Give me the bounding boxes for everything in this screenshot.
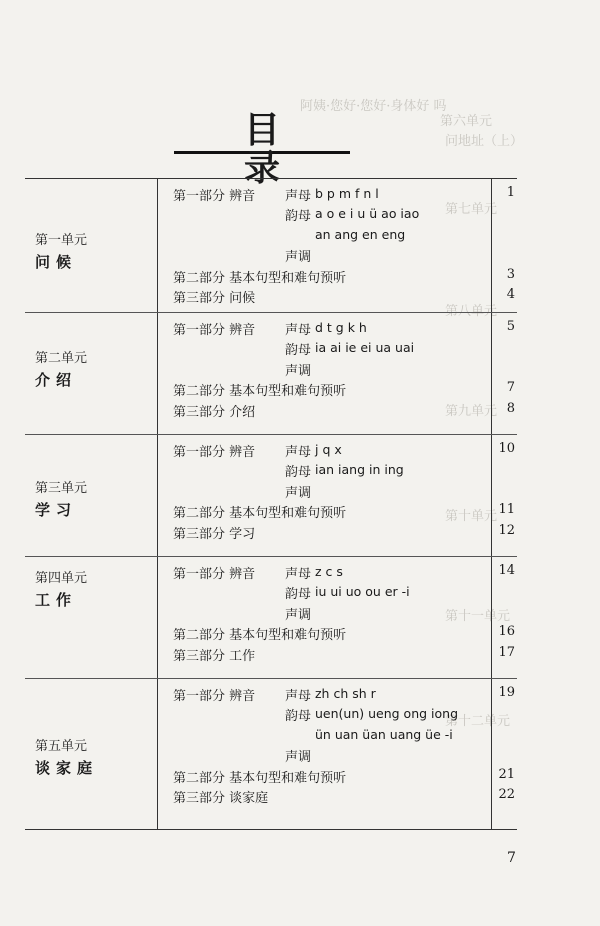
part-title: 第一部分 辨音 <box>173 445 256 460</box>
page-title: 目 录 <box>174 112 350 154</box>
part-title: 第一部分 辨音 <box>173 567 256 582</box>
phonetic-label: 声调 <box>285 750 312 766</box>
part-title: 第三部分 介绍 <box>173 404 256 420</box>
pinyin-content: a o e i u ü ao iao <box>315 206 420 222</box>
part-title: 第三部分 工作 <box>173 648 256 664</box>
unit-block <box>25 179 517 313</box>
bleed-through-text: 第十一单元 <box>445 609 511 624</box>
page-ref: 17 <box>498 644 515 660</box>
page-ref: 10 <box>498 441 515 456</box>
phonetic-label: 声调 <box>285 250 312 266</box>
page-ref: 8 <box>506 400 515 416</box>
phonetic-label: 声母 <box>285 567 312 582</box>
phonetic-label: 韵母 <box>285 465 312 481</box>
bleed-through-text: 第七单元 <box>445 202 498 217</box>
unit-name: 第二单元 <box>35 351 88 366</box>
bleed-through-text: 第十二单元 <box>445 714 511 729</box>
part-title: 第一部分 辨音 <box>173 189 256 204</box>
bleed-through-text: 第八单元 <box>445 304 498 319</box>
page-ref: 16 <box>498 624 515 640</box>
page-ref: 21 <box>498 766 515 782</box>
pinyin-content: ia ai ie ei ua uai <box>315 340 415 356</box>
part-title: 第一部分 辨音 <box>173 689 256 704</box>
unit-name: 第一单元 <box>35 233 88 248</box>
phonetic-label: 韵母 <box>285 209 312 225</box>
unit-title: 问候 <box>35 253 78 271</box>
bleed-through-text: 第六单元 <box>440 114 493 129</box>
unit-name: 第三单元 <box>35 481 88 496</box>
page-ref: 19 <box>498 685 515 700</box>
pinyin-content: zh ch sh r <box>315 686 376 701</box>
page-ref: 12 <box>498 522 515 538</box>
pinyin-content: d t g k h <box>315 320 367 335</box>
pinyin-content: ian iang in ing <box>315 462 404 478</box>
phonetic-label: 声母 <box>285 189 312 204</box>
table-of-contents <box>25 178 517 830</box>
unit-name: 第四单元 <box>35 571 88 586</box>
unit-block <box>25 435 517 557</box>
phonetic-label: 声母 <box>285 323 312 338</box>
unit-block <box>25 557 517 679</box>
phonetic-label: 韵母 <box>285 587 312 603</box>
pinyin-content: ün uan üan uang üe -i <box>315 726 453 742</box>
page-ref: 7 <box>506 380 515 396</box>
phonetic-label: 声调 <box>285 607 312 623</box>
part-title: 第二部分 基本句型和难句预听 <box>173 384 347 400</box>
page-number: 7 <box>507 850 516 866</box>
phonetic-label: 声母 <box>285 445 312 460</box>
pinyin-content: an ang en eng <box>315 226 406 242</box>
phonetic-label: 声调 <box>285 485 312 501</box>
page-ref: 22 <box>498 787 515 802</box>
pinyin-content: b p m f n l <box>315 186 379 201</box>
pinyin-content: iu ui uo ou er -i <box>315 584 410 600</box>
bleed-through-text: 阿姨·您好·您好·身体好 吗 <box>300 99 447 114</box>
unit-block <box>25 313 517 435</box>
part-title: 第二部分 基本句型和难句预听 <box>173 270 347 286</box>
page-ref: 3 <box>506 266 515 282</box>
part-title: 第三部分 问候 <box>173 291 256 306</box>
bleed-through-text: 第十单元 <box>445 509 498 524</box>
unit-block <box>25 679 517 831</box>
phonetic-label: 声母 <box>285 689 312 704</box>
part-title: 第一部分 辨音 <box>173 323 256 338</box>
unit-title: 工作 <box>35 591 78 609</box>
pinyin-content: z c s <box>315 564 343 579</box>
part-title: 第二部分 基本句型和难句预听 <box>173 770 347 786</box>
page-ref: 1 <box>506 185 515 200</box>
page-ref: 11 <box>498 502 515 518</box>
part-title: 第二部分 基本句型和难句预听 <box>173 628 347 644</box>
bleed-through-text: 第九单元 <box>445 404 498 419</box>
page-ref: 5 <box>506 319 515 334</box>
page-ref: 14 <box>498 563 515 578</box>
unit-title: 介绍 <box>35 371 78 389</box>
page-ref: 4 <box>506 287 515 302</box>
unit-title: 学习 <box>35 501 78 519</box>
pinyin-content: uen(un) ueng ong iong <box>315 706 459 722</box>
unit-title: 谈家庭 <box>35 759 99 777</box>
bleed-through-text: 问地址（上） <box>445 134 524 149</box>
part-title: 第三部分 学习 <box>173 526 256 542</box>
phonetic-label: 声调 <box>285 363 312 379</box>
phonetic-label: 韵母 <box>285 343 312 359</box>
unit-name: 第五单元 <box>35 739 88 754</box>
part-title: 第三部分 谈家庭 <box>173 791 269 806</box>
phonetic-label: 韵母 <box>285 709 312 725</box>
pinyin-content: j q x <box>315 442 342 457</box>
part-title: 第二部分 基本句型和难句预听 <box>173 506 347 522</box>
